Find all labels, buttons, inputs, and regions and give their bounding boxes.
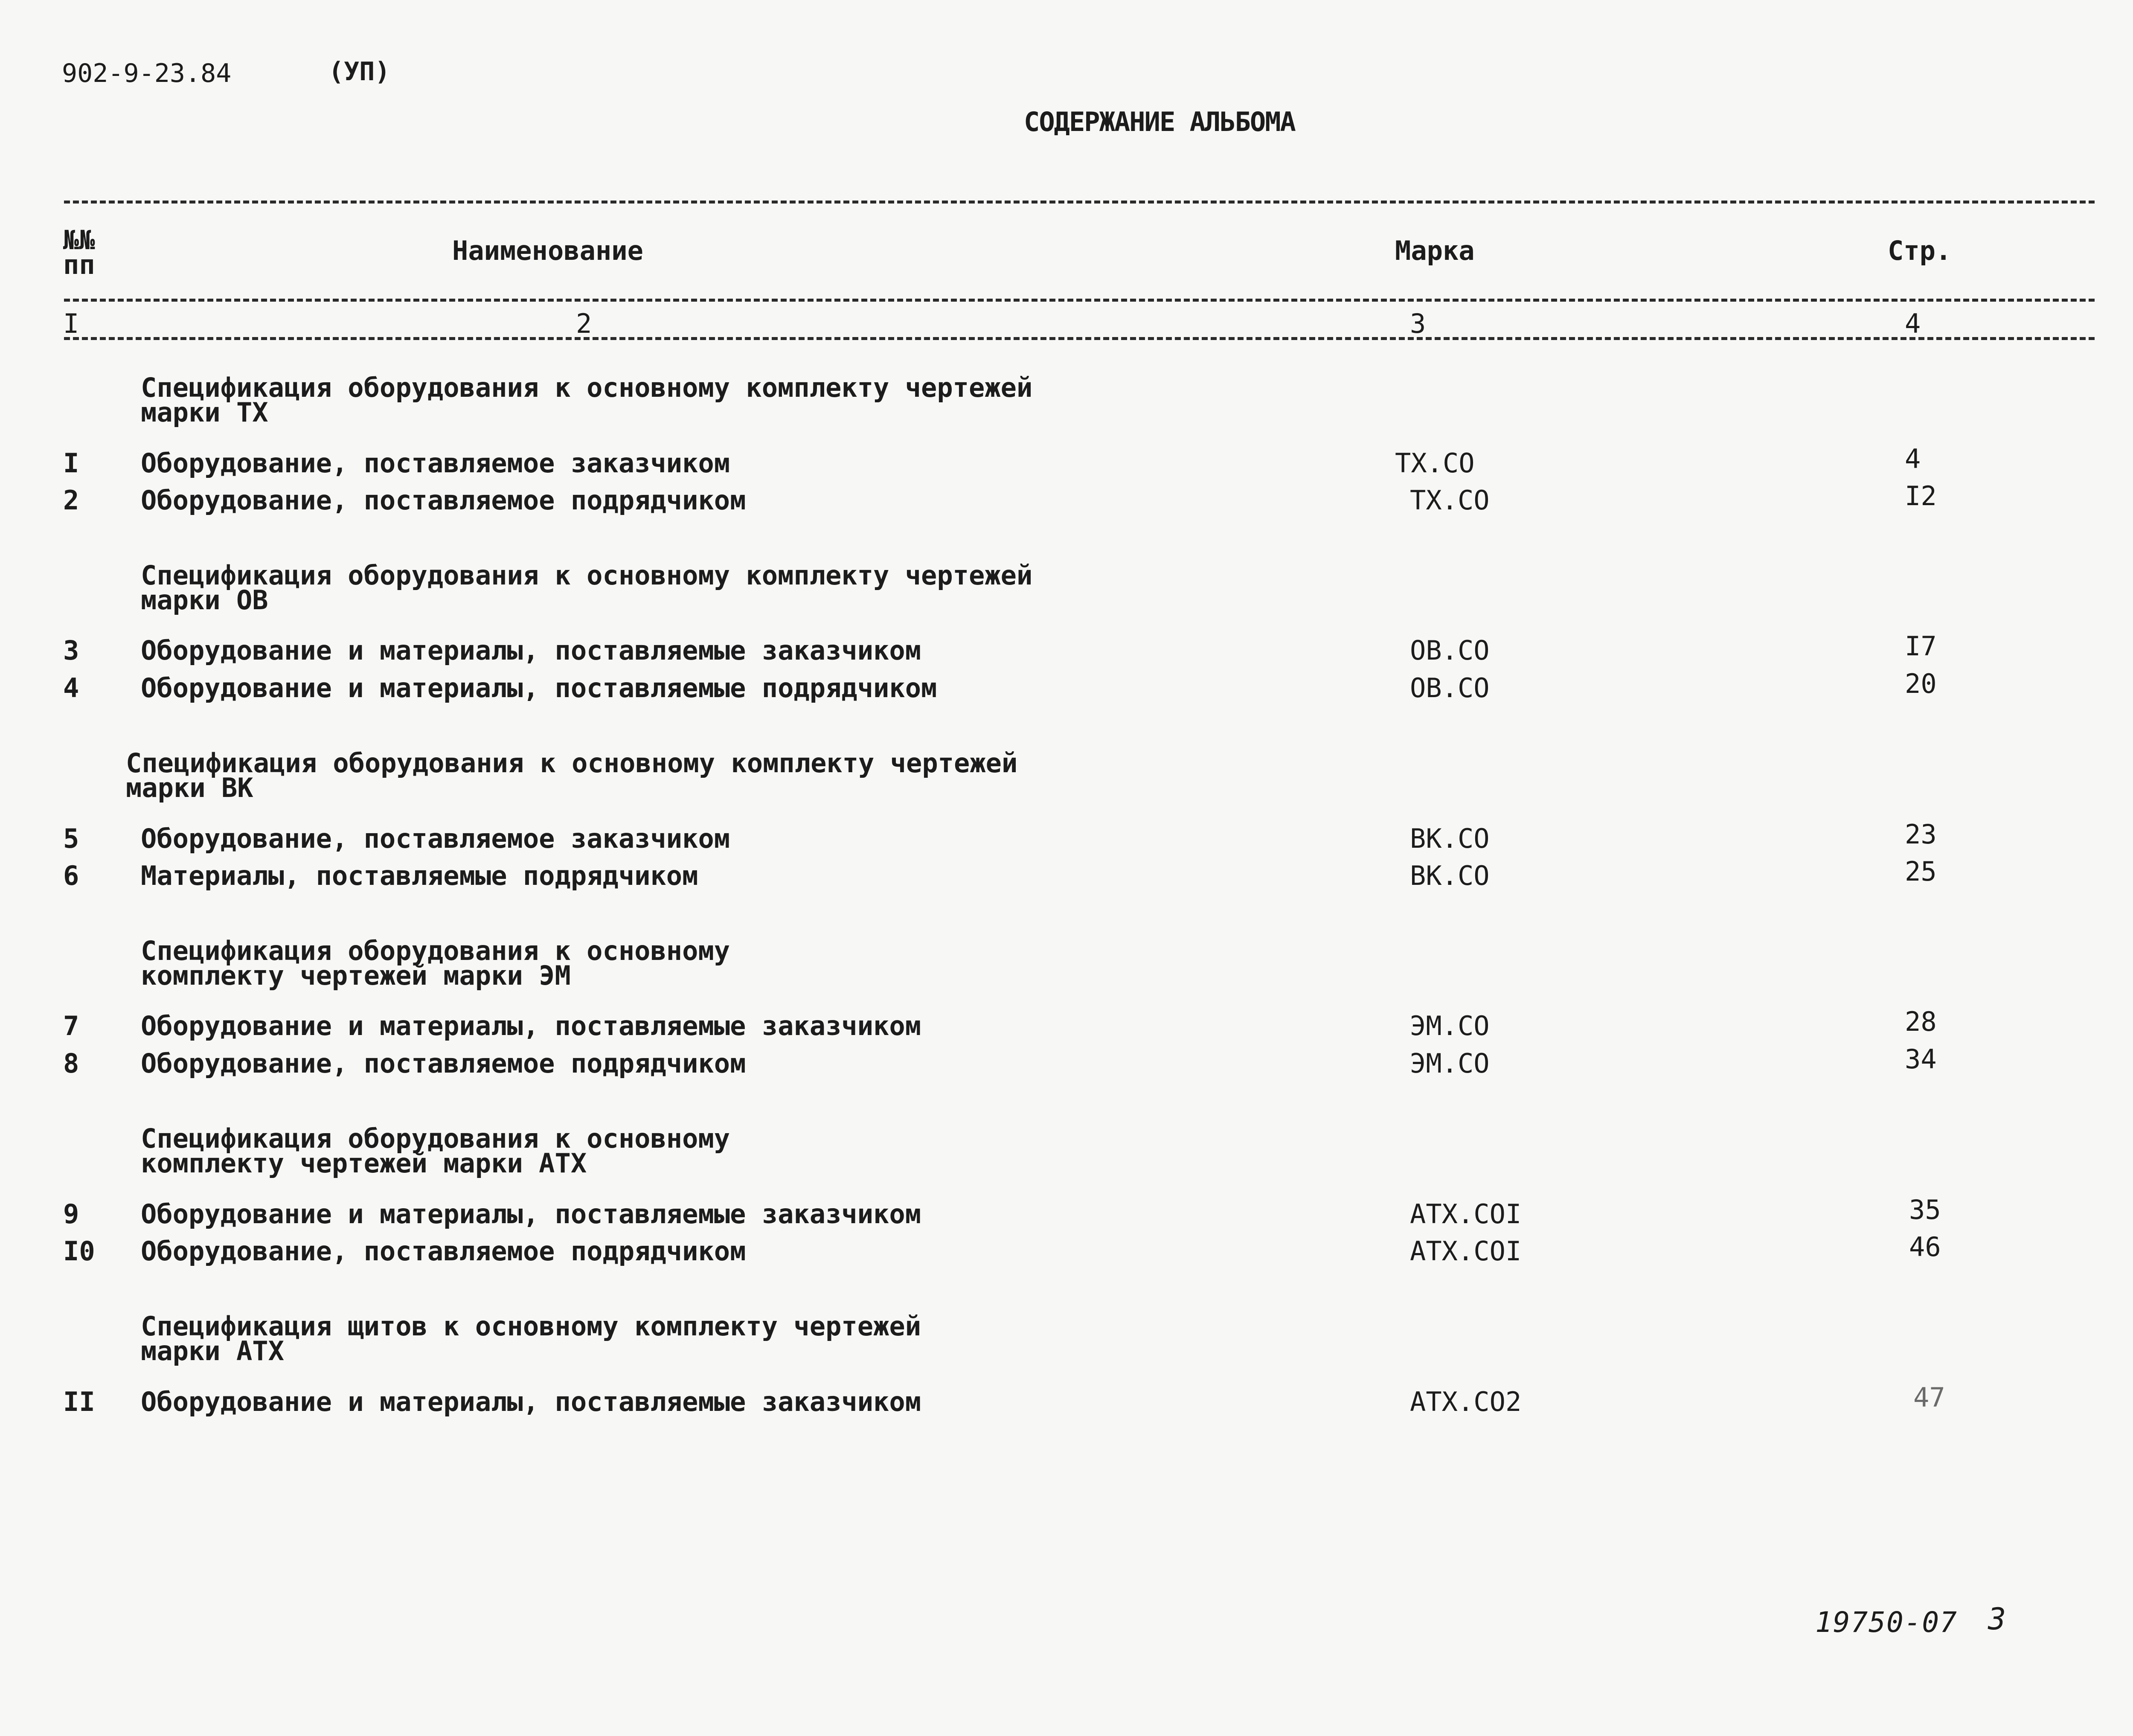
row-mark: ТХ.СО xyxy=(1410,485,1490,516)
row-number: 4 xyxy=(63,672,79,704)
row-mark: ВК.СО xyxy=(1410,823,1490,854)
row-page: 47 xyxy=(1913,1382,1945,1413)
header-page: Стр. xyxy=(1888,235,1952,266)
archive-number: 19750-07 xyxy=(1815,1606,1958,1639)
row-name: Оборудование, поставляемое подрядчиком xyxy=(141,485,746,516)
document-code: 902-9-23.84 xyxy=(62,58,232,88)
row-mark: ЭМ.СО xyxy=(1410,1048,1490,1079)
page-number: 3 xyxy=(1988,1602,2006,1637)
row-name: Оборудование, поставляемое подрядчиком xyxy=(141,1048,746,1079)
row-mark: ЭМ.СО xyxy=(1410,1010,1490,1041)
row-name: Оборудование и материалы, поставляемые заказчиком xyxy=(141,635,921,666)
header-top-rule xyxy=(64,201,2095,204)
row-page: 35 xyxy=(1909,1194,1941,1225)
header-name: Наименование xyxy=(452,235,643,266)
row-mark: АТХ.СО2 xyxy=(1410,1386,1522,1417)
row-name: Оборудование и материалы, поставляемые заказчиком xyxy=(141,1386,921,1417)
header-mark: Марка xyxy=(1395,235,1475,266)
row-page: I2 xyxy=(1905,480,1937,512)
header-num-line2: пп xyxy=(63,249,95,280)
row-mark: ОВ.СО xyxy=(1410,672,1490,704)
row-page: 34 xyxy=(1905,1044,1937,1075)
row-name: Оборудование и материалы, поставляемые подрядчиком xyxy=(141,672,937,704)
section-title: Спецификация оборудования к основному комплекту чертежей марки ТХ xyxy=(141,372,1033,428)
row-name: Материалы, поставляемые подрядчиком xyxy=(141,860,698,891)
row-name: Оборудование и материалы, поставляемые заказчиком xyxy=(141,1198,921,1230)
row-page: 4 xyxy=(1905,443,1921,474)
column-number-2: 2 xyxy=(576,308,592,339)
column-number-4: 4 xyxy=(1905,308,1921,339)
row-name: Оборудование, поставляемое подрядчиком xyxy=(141,1236,746,1267)
section-title: Спецификация оборудования к основному комплекту чертежей марки АТХ xyxy=(141,1123,730,1179)
row-number: I xyxy=(63,448,79,479)
document-variant: (УП) xyxy=(328,57,390,87)
page-title: СОДЕРЖАНИЕ АЛЬБОМА xyxy=(1024,106,1295,137)
row-name: Оборудование, поставляемое заказчиком xyxy=(141,823,730,854)
row-page: 23 xyxy=(1905,819,1937,850)
row-mark: ТХ.СО xyxy=(1395,448,1475,479)
row-name: Оборудование, поставляемое заказчиком xyxy=(141,448,730,479)
row-page: 46 xyxy=(1909,1231,1941,1262)
row-number: 7 xyxy=(63,1010,79,1041)
row-number: 9 xyxy=(63,1198,79,1230)
row-mark: ВК.СО xyxy=(1410,860,1490,891)
header-bottom-rule xyxy=(64,299,2095,302)
row-number: 3 xyxy=(63,635,79,666)
column-number-3: 3 xyxy=(1410,308,1426,339)
row-number: 8 xyxy=(63,1048,79,1079)
row-page: 20 xyxy=(1905,668,1937,699)
section-title: Спецификация оборудования к основному комплекту чертежей марки ОВ xyxy=(141,560,1033,616)
section-title: Спецификация оборудования к основному комплекту чертежей марки ВК xyxy=(126,747,1018,803)
row-mark: АТХ.СОI xyxy=(1410,1236,1522,1267)
row-page: 28 xyxy=(1905,1006,1937,1037)
row-number: II xyxy=(63,1386,95,1417)
row-page: I7 xyxy=(1905,631,1937,662)
section-title: Спецификация щитов к основному комплекту чертежей марки АТХ xyxy=(141,1311,921,1367)
row-number: 5 xyxy=(63,823,79,854)
column-numbers-rule xyxy=(64,337,2095,340)
section-title: Спецификация оборудования к основному комплекту чертежей марки ЭМ xyxy=(141,935,730,991)
header-num-line1: №№ xyxy=(63,224,95,256)
row-number: 2 xyxy=(63,485,79,516)
row-name: Оборудование и материалы, поставляемые заказчиком xyxy=(141,1010,921,1041)
row-mark: АТХ.СОI xyxy=(1410,1198,1522,1230)
row-page: 25 xyxy=(1905,856,1937,887)
row-mark: ОВ.СО xyxy=(1410,635,1490,666)
column-number-1: I xyxy=(63,308,79,339)
row-number: 6 xyxy=(63,860,79,891)
row-number: I0 xyxy=(63,1236,95,1267)
